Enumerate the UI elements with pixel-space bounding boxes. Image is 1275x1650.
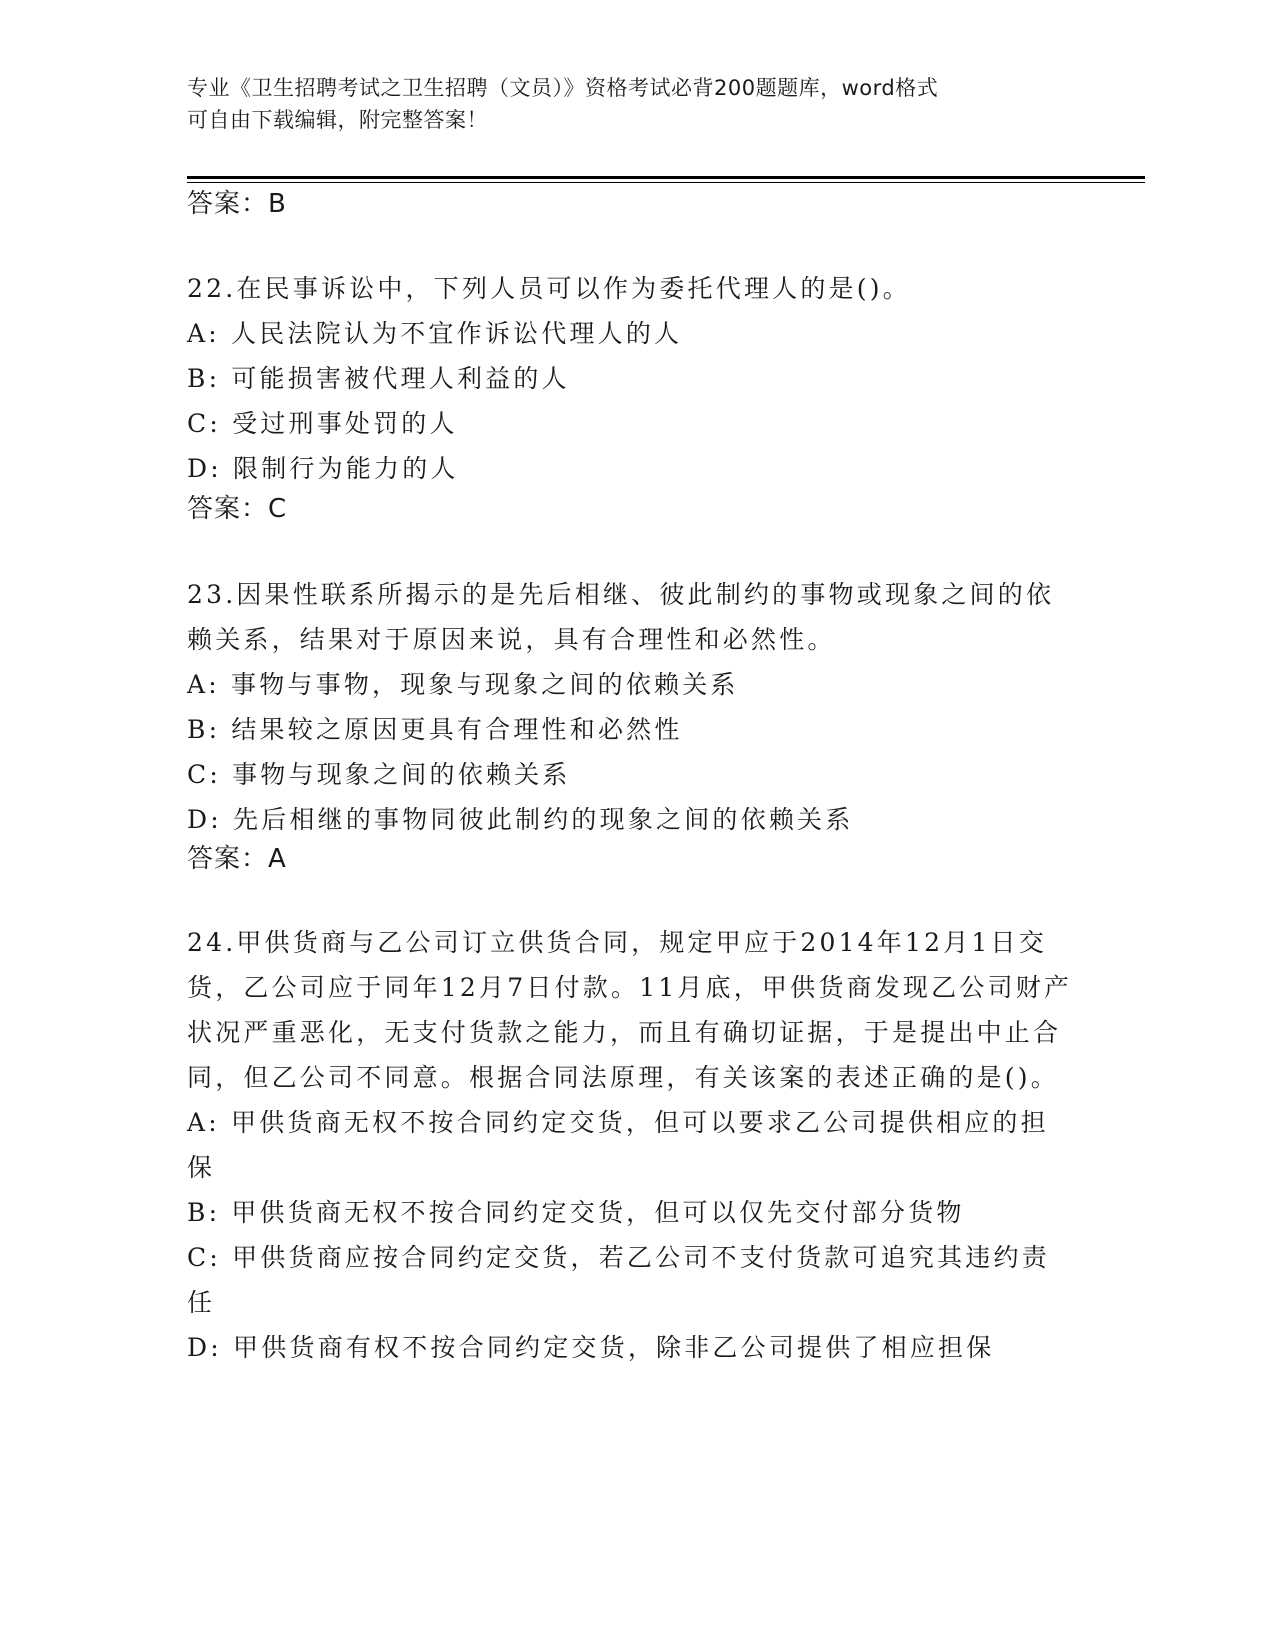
question-22	[187, 266, 1077, 491]
header-rule-thin	[187, 182, 1145, 183]
option-c: C: 事物与现象之间的依赖关系	[187, 760, 571, 789]
question-22-options	[187, 311, 1077, 491]
option-d: D: 限制行为能力的人	[187, 454, 459, 483]
header-line-1: 专业《卫生招聘考试之卫生招聘（文员）》资格考试必背200题题库，word格式	[187, 76, 939, 100]
option-d: D: 先后相继的事物同彼此制约的现象之间的依赖关系	[187, 805, 854, 834]
question-24-options	[187, 1100, 1077, 1370]
option-a: A: 甲供货商无权不按合同约定交货，但可以要求乙公司提供相应的担保	[187, 1108, 1049, 1182]
answer-23: 答案：A	[187, 844, 287, 874]
question-24	[187, 920, 1077, 1370]
option-b: B: 结果较之原因更具有合理性和必然性	[187, 715, 683, 744]
question-22-stem: 22.在民事诉讼中，下列人员可以作为委托代理人的是()。	[187, 274, 911, 303]
header-rule-thick	[187, 176, 1145, 179]
option-a: A: 人民法院认为不宜作诉讼代理人的人	[187, 319, 683, 348]
question-24-stem: 24.甲供货商与乙公司订立供货合同，规定甲应于2014年12月1日交货，乙公司应于同年12月7日付款。11月底，甲供货商发现乙公司财产状况严重恶化，无支付货款之能力，而且有确切证据，于是提出中止合同，但乙公司不同意。根据合同法原理，有关该案的表述正确的是()。	[187, 928, 1073, 1092]
option-b: B: 甲供货商无权不按合同约定交货，但可以仅先交付部分货物	[187, 1198, 965, 1227]
document-header	[187, 72, 1067, 136]
answer-22: 答案：C	[187, 494, 288, 524]
option-c: C: 甲供货商应按合同约定交货，若乙公司不支付货款可追究其违约责任	[187, 1243, 1050, 1317]
question-23-options	[187, 662, 1077, 842]
question-23	[187, 572, 1077, 842]
answer-21: 答案：B	[187, 189, 287, 219]
option-d: D: 甲供货商有权不按合同约定交货，除非乙公司提供了相应担保	[187, 1333, 995, 1362]
header-line-2: 可自由下载编辑，附完整答案！	[187, 108, 488, 132]
question-23-stem: 23.因果性联系所揭示的是先后相继、彼此制约的事物或现象之间的依赖关系，结果对于原因来说，具有合理性和必然性。	[187, 580, 1055, 654]
option-c: C: 受过刑事处罚的人	[187, 409, 458, 438]
option-a: A: 事物与事物，现象与现象之间的依赖关系	[187, 670, 739, 699]
option-b: B: 可能损害被代理人利益的人	[187, 364, 570, 393]
